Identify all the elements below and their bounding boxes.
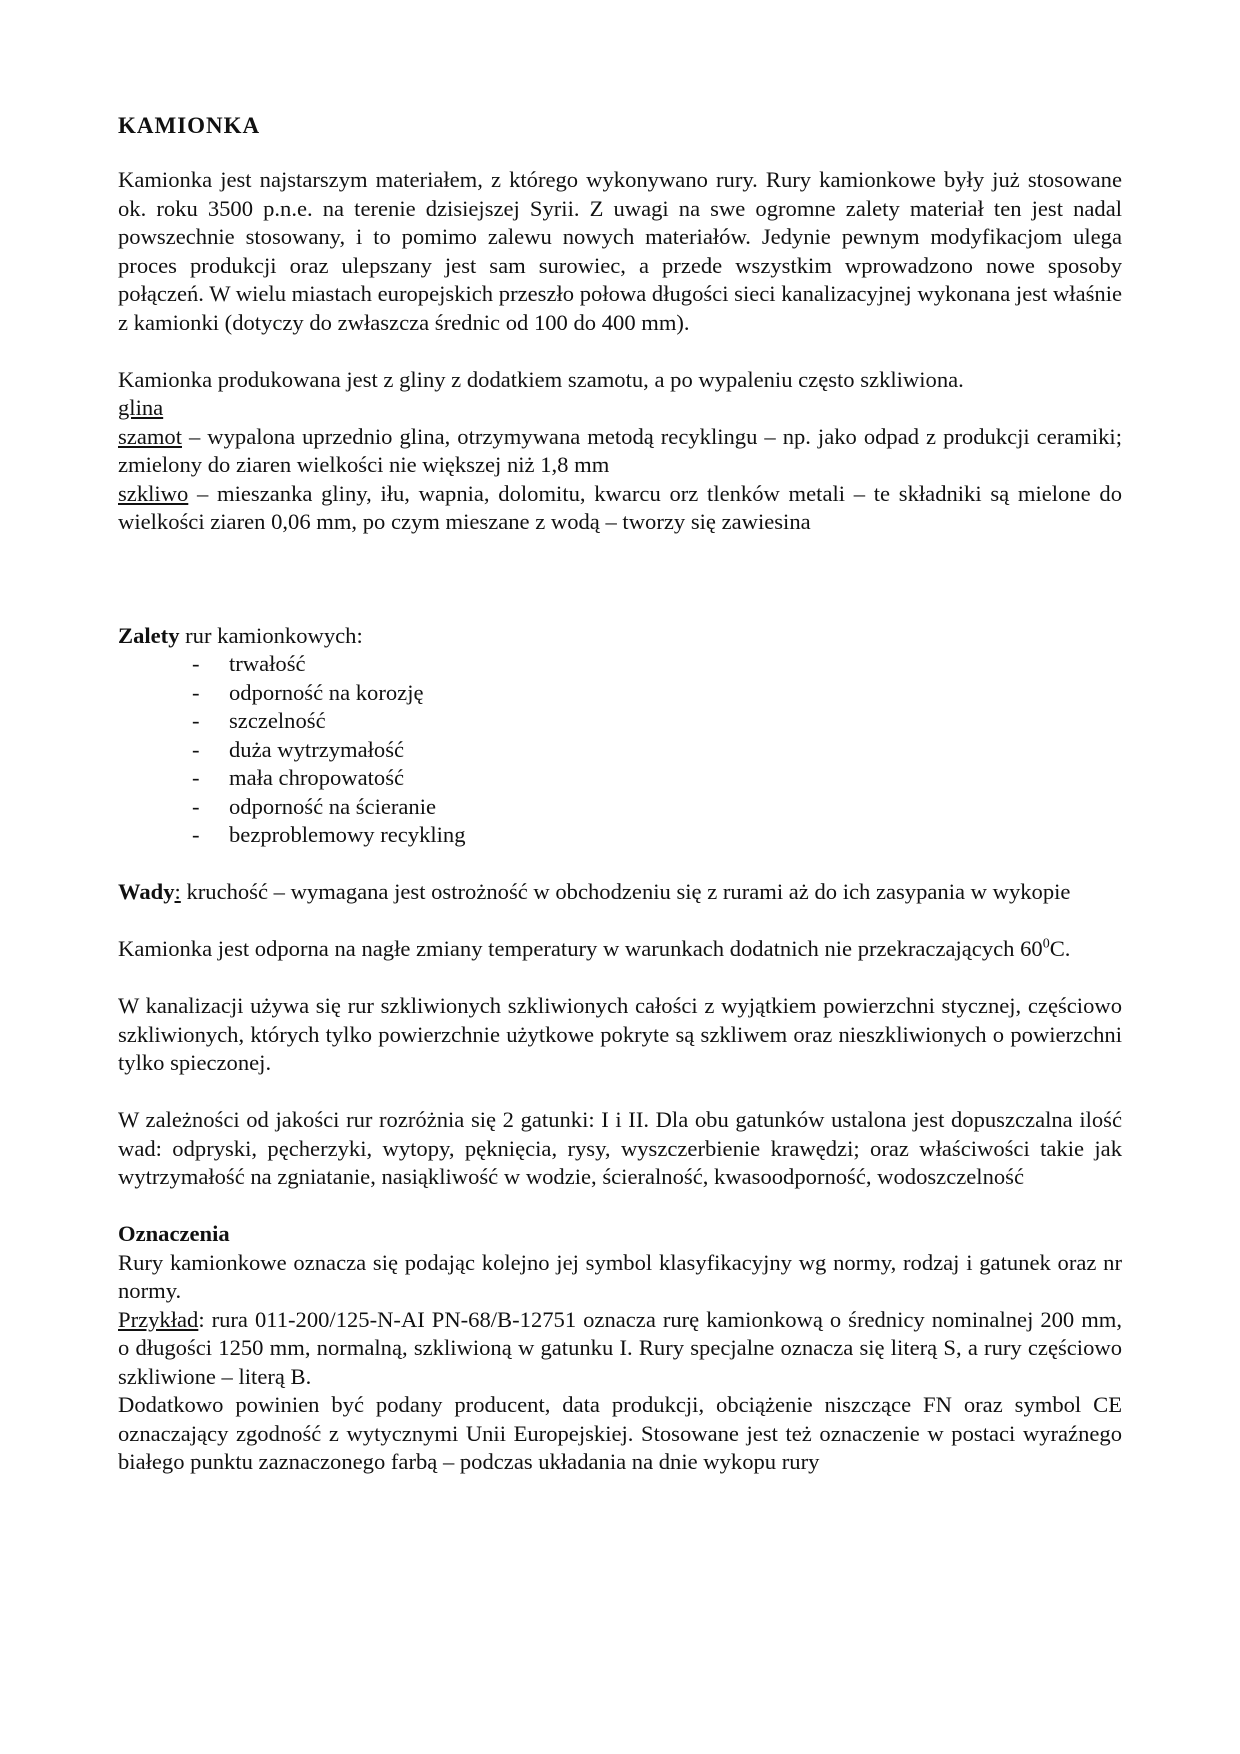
spacer: [118, 964, 1122, 993]
defects-text: kruchość – wymagana jest ostrożność w obchodzeniu się z rurami aż do ich zasypania w wykopie: [180, 879, 1071, 904]
term-szkliwo-label: szkliwo: [118, 480, 189, 506]
temperature-text: Kamionka jest odporna na nagłe zmiany temperatury w warunkach dodatnich nie przekraczających 60: [118, 936, 1043, 961]
intro-paragraph: Kamionka jest najstarszym materiałem, z którego wykonywano rury. Rury kamionkowe były już stosowane ok. roku 3500 p.n.e. na terenie dzisiejszej Syrii. Z uwagi na swe ogromne zalety materiał ten jest nadal powszechnie stosowany, i to pomimo zalewu nowych materiałów. Jedynie pewnym modyfikacjom ulega proces produkcji oraz ulepszany jest sam surowiec, a przede wszystkim wprowadzono nowe sposoby połączeń. W wielu miastach europejskich przeszło połowa długości sieci kanalizacyjnej wykonana jest właśnie z kamionki (dotyczy do zwłaszcza średnic od 100 do 400 mm).: [118, 167, 1122, 335]
defects-paragraph: [118, 878, 1122, 907]
term-szamot: [118, 423, 1122, 480]
advantages-intro: [118, 622, 1122, 651]
example-text: : rura 011-200/125-N-AI PN-68/B-12751 oznacza rurę kamionkową o średnicy nominalnej 200 mm, o długości 1250 mm, normalną, szkliwioną w gatunku I. Rury specjalne oznacza się literą S, a rury częściowo szkliwione – literą B.: [118, 1306, 1122, 1389]
term-glina: [118, 394, 1122, 423]
list-item: - trwałość: [192, 650, 1122, 679]
advantages-list: [118, 650, 1122, 850]
defects-label: Wady: [118, 879, 175, 904]
temperature-paragraph: [118, 935, 1122, 964]
advantages-label: Zalety: [118, 622, 180, 648]
spacer: [118, 907, 1122, 936]
sewer-paragraph: W kanalizacji używa się rur szkliwionych szkliwionych całości z wyjątkiem powierzchni stycznej, częściowo szkliwionych, których tylko powierzchnie użytkowe pokryte są szkliwem oraz nieszkliwionych o powierzchni tylko spieczonej.: [118, 993, 1122, 1075]
document-title: KAMIONKA: [118, 113, 261, 138]
term-szamot-definition: – wypalona uprzednio glina, otrzymywana metodą recyklingu – np. jako odpad z produkcji ceramiki; zmielony do ziaren wielkości nie większej niż 1,8 mm: [118, 423, 1122, 477]
term-glina-label: glina: [118, 395, 164, 420]
advantages-rest: rur kamionkowych:: [179, 622, 363, 648]
term-szkliwo: [118, 480, 1122, 537]
list-item: - szczelność: [192, 707, 1122, 736]
markings-paragraph-1: Rury kamionkowe oznacza się podając kolejno jej symbol klasyfikacyjny wg normy, rodzaj i gatunek oraz nr normy.: [118, 1249, 1122, 1303]
list-item: - bezproblemowy recykling: [192, 821, 1122, 850]
document-page: [118, 112, 1122, 1477]
temperature-degree: 0: [1042, 936, 1050, 952]
grades-paragraph: W zależności od jakości rur rozróżnia się 2 gatunki: I i II. Dla obu gatunków ustalona jest dopuszczalna ilość wad: odpryski, pęcherzyki, wytopy, pęknięcia, rysy, wyszczerbienie krawędzi; oraz właściwości takie jak wytrzymałość na zgniatanie, nasiąkliwość w wodzie, ścieralność, kwasoodporność, wodoszczelność: [118, 1107, 1122, 1189]
markings-heading: Oznaczenia: [118, 1221, 230, 1246]
markings-paragraph-2: Dodatkowo powinien być podany producent, data produkcji, obciążenie niszczące FN oraz symbol CE oznaczający zgodność z wytycznymi Unii Europejskiej. Stosowane jest też oznaczenie w postaci wyraźnego białego punktu zaznaczonego farbą – podczas układania na dnie wykopu rury: [118, 1392, 1122, 1474]
list-item: - odporność na ścieranie: [192, 793, 1122, 822]
list-item: - duża wytrzymałość: [192, 736, 1122, 765]
markings-example: [118, 1306, 1122, 1392]
list-item: - odporność na korozję: [192, 679, 1122, 708]
defects-colon: :: [174, 879, 181, 904]
production-paragraph: Kamionka produkowana jest z gliny z dodatkiem szamotu, a po wypaleniu często szkliwiona.: [118, 366, 964, 392]
spacer: [118, 537, 1122, 622]
example-label: Przykład: [118, 1306, 199, 1332]
term-szamot-label: szamot: [118, 423, 182, 449]
spacer: [118, 337, 1122, 366]
spacer: [118, 850, 1122, 879]
spacer: [118, 1192, 1122, 1221]
list-item: - mała chropowatość: [192, 764, 1122, 793]
spacer: [118, 1078, 1122, 1107]
term-szkliwo-definition: – mieszanka gliny, iłu, wapnia, dolomitu, kwarcu orz tlenków metali – te składniki są mielone do wielkości ziaren 0,06 mm, po czym mieszane z wodą – tworzy się zawiesina: [118, 480, 1122, 534]
temperature-unit: C.: [1049, 936, 1071, 961]
